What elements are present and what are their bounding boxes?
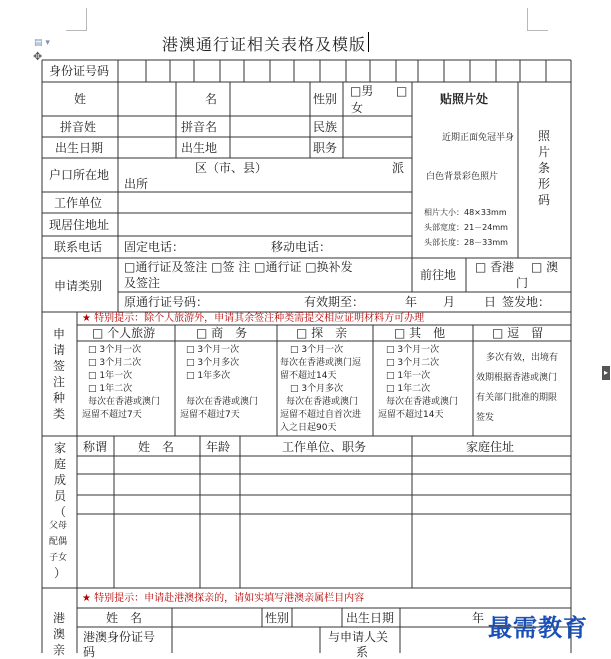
id-number-label: 身份证号码 — [49, 64, 110, 78]
visa-option[interactable]: □ 3个月一次 — [386, 345, 440, 355]
photo-bg-text: 白色背景彩色照片 — [426, 172, 499, 182]
apply-type-label: 申请类别 — [54, 279, 103, 293]
visa-type-stay[interactable]: □ 逗 留 — [492, 326, 544, 340]
visa-type-business[interactable]: □ 商 务 — [196, 326, 248, 340]
ethnicity-label: 民族 — [313, 120, 338, 134]
photo-area-header: 贴照片处 — [440, 92, 489, 106]
document-title: 港澳通行证相关表格及模版 — [162, 35, 367, 54]
photo-length-text: 头部长度：28－33mm — [424, 238, 508, 247]
visa-col-other — [378, 344, 459, 422]
given-name-label: 名 — [205, 92, 218, 106]
barcode-char: 形 — [537, 177, 550, 191]
valid-until-label: 有效期至： — [304, 295, 365, 309]
family-header-employer: 工作单位、职务 — [282, 440, 367, 454]
destination-label: 前往地 — [420, 268, 457, 282]
visa-note: 每次在香港或澳门 — [186, 397, 259, 407]
visa-note: 签发 — [476, 413, 495, 423]
visa-option[interactable]: □ 3个月多次 — [186, 358, 240, 368]
visa-option[interactable]: □ 3个月二次 — [386, 358, 440, 368]
barcode-char: 条 — [537, 161, 550, 175]
visa-type-family-visit[interactable]: □ 探 亲 — [296, 326, 348, 340]
macau-checkbox[interactable]: □ 澳 — [531, 260, 559, 274]
employer-label: 工作单位 — [54, 196, 103, 210]
family-vlabel-char: 家 — [53, 441, 66, 455]
fixed-phone-label: 固定电话： — [124, 240, 185, 254]
paichusuo-text-a: 派 — [392, 161, 405, 175]
side-scroll-arrow-icon[interactable]: ▸ — [602, 366, 610, 380]
relative-id-label: 港澳身份证号 — [83, 630, 156, 644]
visa-option[interactable]: □ 1年一次 — [386, 371, 431, 381]
family-vlabel-char: 庭 — [53, 457, 66, 471]
relative-vlabel-char: 港 — [52, 611, 65, 625]
visa-col-family — [280, 344, 361, 435]
visa-note: 入之日起90天 — [280, 423, 337, 433]
family-vlabel-char: 成 — [53, 473, 66, 487]
pinyin-surname-label: 拼音姓 — [60, 120, 97, 134]
relative-year-label: 年 — [472, 611, 485, 625]
hukou-label: 户口所在地 — [49, 168, 110, 182]
page-layout-icon[interactable]: ▤ ▾ — [34, 38, 50, 48]
family-header-relation: 称谓 — [83, 440, 108, 454]
visa-col-business — [180, 344, 259, 422]
photo-width-text: 头部宽度：21－24mm — [424, 223, 508, 232]
visa-vlabel-char: 申 — [52, 327, 65, 341]
visa-note: 每次在香港或澳门 — [386, 397, 459, 407]
female-checkbox[interactable]: □ — [396, 84, 408, 98]
visa-note: 逗留不超过7天 — [82, 410, 142, 420]
issued-at-label: 签发地： — [502, 295, 551, 309]
visa-note: 逗留不超过14天 — [378, 410, 444, 420]
visa-option[interactable]: □ 1年二次 — [88, 384, 133, 394]
address-label: 现居住地址 — [49, 218, 110, 232]
family-header-age: 年龄 — [206, 440, 231, 454]
relative-vertical-label — [52, 610, 66, 658]
visa-note: 效期根据香港或澳门 — [476, 373, 558, 383]
birth-date-label: 出生日期 — [55, 141, 104, 155]
visa-note: 每次在香港或澳门 — [88, 397, 161, 407]
visa-option[interactable]: □ 1年二次 — [386, 384, 431, 394]
family-header-address: 家庭住址 — [466, 440, 515, 454]
photo-desc-text: 近期正面免冠半身 — [442, 133, 515, 143]
year-label: 年 — [405, 295, 418, 309]
relative-name-label: 姓 名 — [106, 611, 143, 625]
relative-vlabel-char: 亲 — [52, 643, 65, 657]
watermark-logo: 最需教育 — [488, 613, 588, 642]
relative-gender-label: 性别 — [265, 611, 290, 625]
visa-note: 留不超过14天 — [280, 371, 337, 381]
visa-option[interactable]: □ 3个月一次 — [186, 345, 240, 355]
visa-col-tourism — [82, 344, 161, 422]
paichusuo-text-b: 出所 — [124, 177, 149, 191]
visa-option[interactable]: □ 3个月多次 — [290, 384, 344, 394]
visa-vlabel-char: 种 — [52, 391, 65, 405]
female-label: 女 — [351, 101, 364, 115]
surname-label: 姓 — [74, 92, 87, 106]
visa-type-tourism[interactable]: □ 个人旅游 — [92, 326, 156, 340]
relative-special-tip: ★ 特别提示：申请赴港澳探亲的，请如实填写港澳亲属栏目内容 — [82, 593, 365, 604]
apply-type-options[interactable]: □通行证及签注 □签 注 □通行证 □换补发 — [124, 260, 353, 274]
visa-option[interactable]: □ 3个月一次 — [290, 345, 344, 355]
visa-col-stay — [476, 348, 558, 428]
apply-type-options-cont: 及签注 — [124, 276, 161, 290]
old-permit-number-label: 原通行证号码： — [124, 295, 209, 309]
macau-label-cont: 门 — [516, 276, 529, 290]
family-vertical-label — [48, 440, 68, 581]
family-vlabel-char: （ — [53, 505, 66, 519]
visa-vlabel-char: 注 — [52, 375, 65, 389]
day-label: 日 — [484, 295, 497, 309]
family-vlabel-char: 配偶 — [48, 537, 67, 547]
relative-relation-label-cont: 系 — [356, 645, 369, 659]
visa-note: 每次在香港或澳门 — [286, 397, 359, 407]
table-move-handle-icon[interactable]: ✥ — [33, 50, 43, 63]
barcode-char: 码 — [537, 193, 550, 207]
visa-option[interactable]: □ 3个月一次 — [88, 345, 142, 355]
mobile-phone-label: 移动电话： — [271, 240, 332, 254]
visa-option[interactable]: □ 3个月二次 — [88, 358, 142, 368]
barcode-char: 片 — [537, 145, 550, 159]
male-checkbox[interactable]: □男 — [350, 84, 374, 98]
relative-relation-label: 与申请人关 — [328, 630, 389, 644]
visa-type-vertical-label — [52, 326, 66, 422]
visa-vlabel-char: 类 — [52, 407, 65, 421]
relative-birth-label: 出生日期 — [346, 611, 395, 625]
relative-vlabel-char: 澳 — [52, 627, 65, 641]
barcode-label — [537, 128, 551, 208]
visa-note: 每次在香港或澳门逗 — [280, 358, 362, 368]
district-text: 区（市、县） — [195, 161, 268, 175]
hong-kong-checkbox[interactable]: □ 香港 — [475, 260, 515, 274]
visa-note: 逗留不超过7天 — [180, 410, 240, 420]
visa-vlabel-char: 请 — [52, 343, 65, 357]
visa-vlabel-char: 签 — [52, 359, 65, 373]
family-vlabel-char: 子女 — [48, 553, 67, 563]
barcode-char: 照 — [537, 129, 550, 143]
visa-note: 多次有效，出境有 — [486, 353, 559, 363]
gender-label: 性别 — [313, 92, 338, 106]
family-vlabel-char: ） — [53, 566, 66, 580]
visa-spacer — [186, 383, 258, 396]
visa-type-other[interactable]: □ 其 他 — [394, 326, 446, 340]
family-header-name: 姓 名 — [138, 440, 175, 454]
pinyin-given-label: 拼音名 — [181, 120, 218, 134]
relative-id-label-cont: 码 — [83, 645, 96, 659]
visa-special-tip: ★ 特别提示：除个人旅游外，申请其余签注种类需提交相应证明材料方可办理 — [82, 313, 425, 324]
photo-size-text: 相片大小：48×33mm — [424, 208, 507, 217]
birthplace-label: 出生地 — [181, 141, 218, 155]
family-vlabel-char: 父母 — [48, 521, 67, 531]
visa-option[interactable]: □ 1年一次 — [88, 371, 133, 381]
visa-note: 有关部门批准的期限 — [476, 393, 558, 403]
occupation-label: 职务 — [313, 141, 338, 155]
phone-label: 联系电话 — [54, 240, 103, 254]
visa-note: 逗留不超过自首次进 — [280, 410, 362, 420]
visa-option[interactable]: □ 1年多次 — [186, 371, 231, 381]
family-vlabel-char: 员 — [53, 489, 66, 503]
month-label: 月 — [443, 295, 456, 309]
